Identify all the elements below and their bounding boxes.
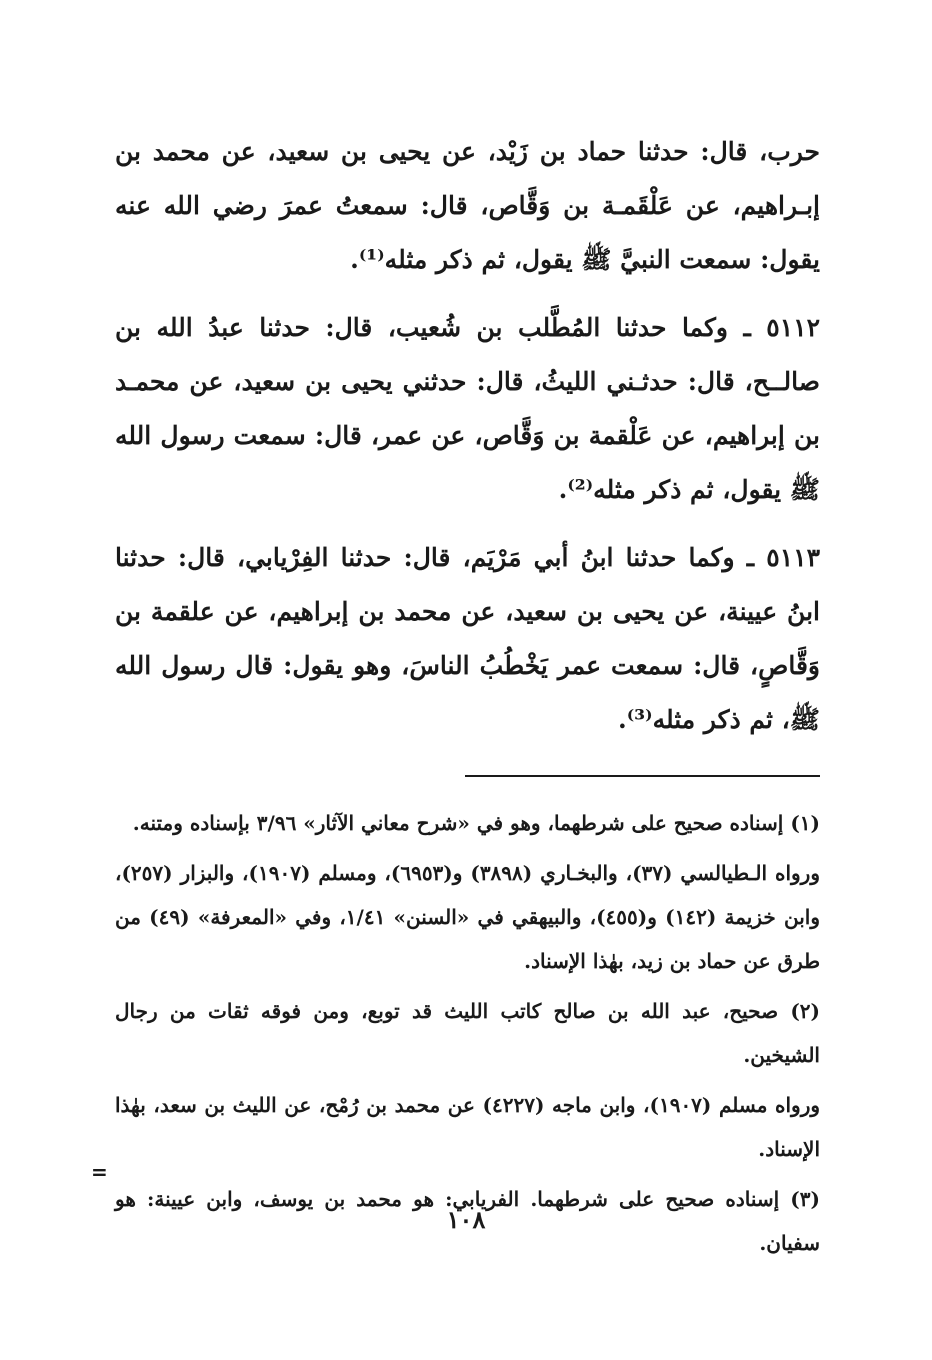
paragraph-continuation: حرب، قال: حدثنا حماد بن زَيْد، عن يحيى بن سعيد، عن محمد بن إبـراهيم، عن عَلْقَمـة بن وَقَّاص، قال: سمعتُ عمرَ رضي الله عنه يقول: سمعت النبيَّ ﷺ يقول، ثم ذكر مثله⁽¹⁾. bbox=[115, 137, 820, 274]
paragraph-hadith-5113: ٥١١٣ ـ وكما حدثنا ابنُ أبي مَرْيَم، قال: حدثنا الفِرْيابي، قال: حدثنا ابنُ عيينة، عن يحيى بن سعيد، عن محمد بن إبراهيم، عن علقمة بن وَقَّاصٍ، قال: سمعت عمر يَخْطُبُ الناسَ، وهو يقول: قال رسول الله ﷺ، ثم ذكر مثله⁽³⁾. bbox=[115, 543, 820, 734]
footnote-1-continuation: ورواه الـطيالسي (٣٧)، والبخـاري (٣٨٩٨) و(٦٩٥٣)، ومسلم (١٩٠٧)، والبزار (٢٥٧)، وابن خزيمة (١٤٢) و(٤٥٥)، والبيهقي في «السنن» ١/٤١، وفي «المعرفة» (٤٩) من طرق عن حماد بن زيد، بهٰذا الإسناد. bbox=[115, 861, 820, 973]
footnote-2-continuation: ورواه مسلم (١٩٠٧)، وابن ماجه (٤٢٢٧) عن محمد بن رُمْح، عن الليث بن سعد، بهٰذا الإسناد. bbox=[115, 1093, 821, 1161]
page-body bbox=[115, 125, 820, 1271]
continuation-mark: = bbox=[91, 1160, 108, 1184]
footnote-3: (٣) إسناده صحيح على شرطهما. الفريابي: هو محمد بن يوسف، وابن عيينة: هو سفيان. bbox=[115, 1187, 820, 1255]
page-number: ١٠٨ bbox=[446, 1205, 486, 1234]
footnote-2: (٢) صحيح، عبد الله بن صالح كاتب الليث قد توبع، ومن فوقه ثقات من رجال الشيخين. bbox=[115, 999, 820, 1067]
paragraph-hadith-5112: ٥١١٢ ـ وكما حدثنا المُطَّلب بن شُعيب، قال: حدثنا عبدُ الله بن صالــح، قال: حدثـني الليثُ، قال: حدثني يحيى بن سعيد، عن محمـد بن إبراهيم، عن عَلْقمة بن وَقَّاص، عن عمر، قال: سمعت رسول الله ﷺ يقول، ثم ذكر مثله⁽²⁾. bbox=[115, 313, 820, 504]
footnotes bbox=[115, 801, 820, 1265]
main-text bbox=[115, 125, 820, 747]
footnote-1: (١) إسناده صحيح على شرطهما، وهو في «شرح معاني الآثار» ٣/٩٦ بإسناده ومتنه. bbox=[132, 811, 820, 835]
footnote-separator bbox=[465, 775, 820, 777]
